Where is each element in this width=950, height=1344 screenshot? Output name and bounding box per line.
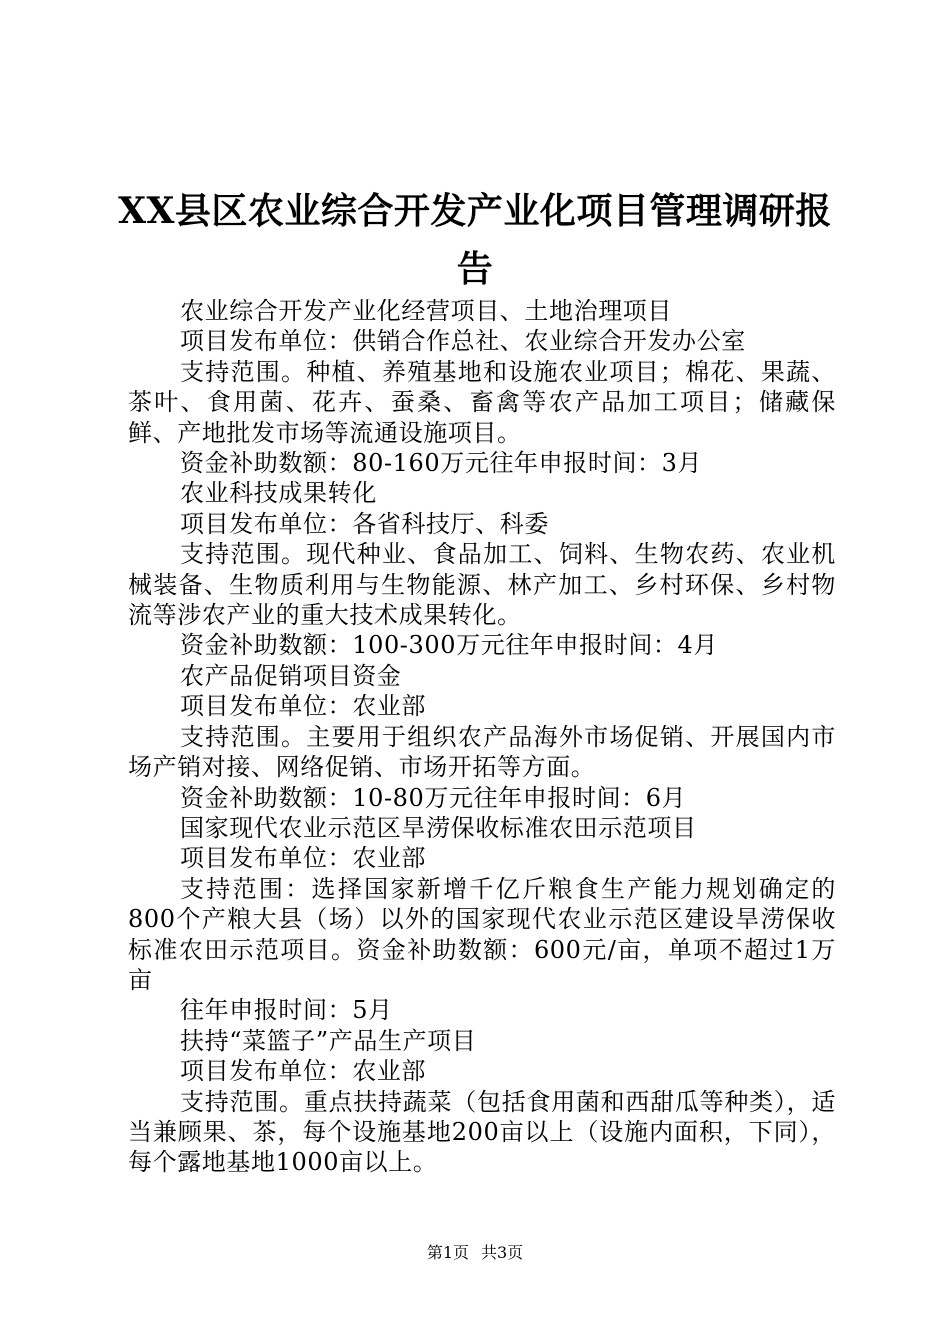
- paragraph: 项目发布单位：各省科技厅、科委: [180, 509, 549, 538]
- paragraph: 支持范围：选择国家新增千亿斤粮食生产能力规划确定的800个产粮大县（场）以外的国家现代农业示范区建设旱涝保收标准农田示范项目。资金补助数额：600元/亩，单项不超过1万亩: [128, 874, 836, 994]
- document-title: [118, 182, 832, 298]
- paragraph: 农产品促销项目资金: [180, 661, 402, 690]
- paragraph: 资金补助数额：10-80万元往年申报时间：6月: [180, 783, 687, 812]
- paragraph: 支持范围。现代种业、食品加工、饲料、生物农药、农业机械装备、生物质利用与生物能源、林产加工、乡村环保、乡村物流等涉农产业的重大技术成果转化。: [128, 540, 836, 630]
- paragraph: 项目发布单位：农业部: [180, 844, 426, 873]
- paragraph: 项目发布单位：供销合作总社、农业综合开发办公室: [180, 327, 746, 356]
- title-line-1: XX县区农业综合开发产业化项目管理调研报: [118, 190, 832, 232]
- page-number: 第1页: [426, 1243, 469, 1262]
- paragraph: 支持范围。主要用于组织农产品海外市场促销、开展国内市场产销对接、网络促销、市场开拓等方面。: [128, 722, 836, 782]
- document-body: [128, 296, 836, 1178]
- page-total: 共3页: [481, 1243, 524, 1262]
- title-line-2: 告: [456, 248, 494, 290]
- page-footer: [0, 1241, 950, 1265]
- paragraph: 项目发布单位：农业部: [180, 692, 426, 721]
- paragraph: 资金补助数额：80-160万元往年申报时间：3月: [180, 449, 703, 478]
- paragraph: 资金补助数额：100-300万元往年申报时间：4月: [180, 631, 718, 660]
- paragraph: 支持范围。种植、养殖基地和设施农业项目；棉花、果蔬、茶叶、食用菌、花卉、蚕桑、畜禽等农产品加工项目；储藏保鲜、产地批发市场等流通设施项目。: [128, 357, 836, 447]
- paragraph: 国家现代农业示范区旱涝保收标准农田示范项目: [180, 813, 697, 842]
- paragraph: 支持范围。重点扶持蔬菜（包括食用菌和西甜瓜等种类），适当兼顾果、茶，每个设施基地200亩以上（设施内面积，下同），每个露地基地1000亩以上。: [128, 1087, 836, 1177]
- paragraph: 项目发布单位：农业部: [180, 1057, 426, 1086]
- paragraph: 扶持“菜篮子”产品生产项目: [180, 1026, 477, 1055]
- paragraph: 农业综合开发产业化经营项目、土地治理项目: [180, 297, 672, 325]
- paragraph: 农业科技成果转化: [180, 479, 377, 508]
- paragraph: 往年申报时间：5月: [180, 996, 393, 1025]
